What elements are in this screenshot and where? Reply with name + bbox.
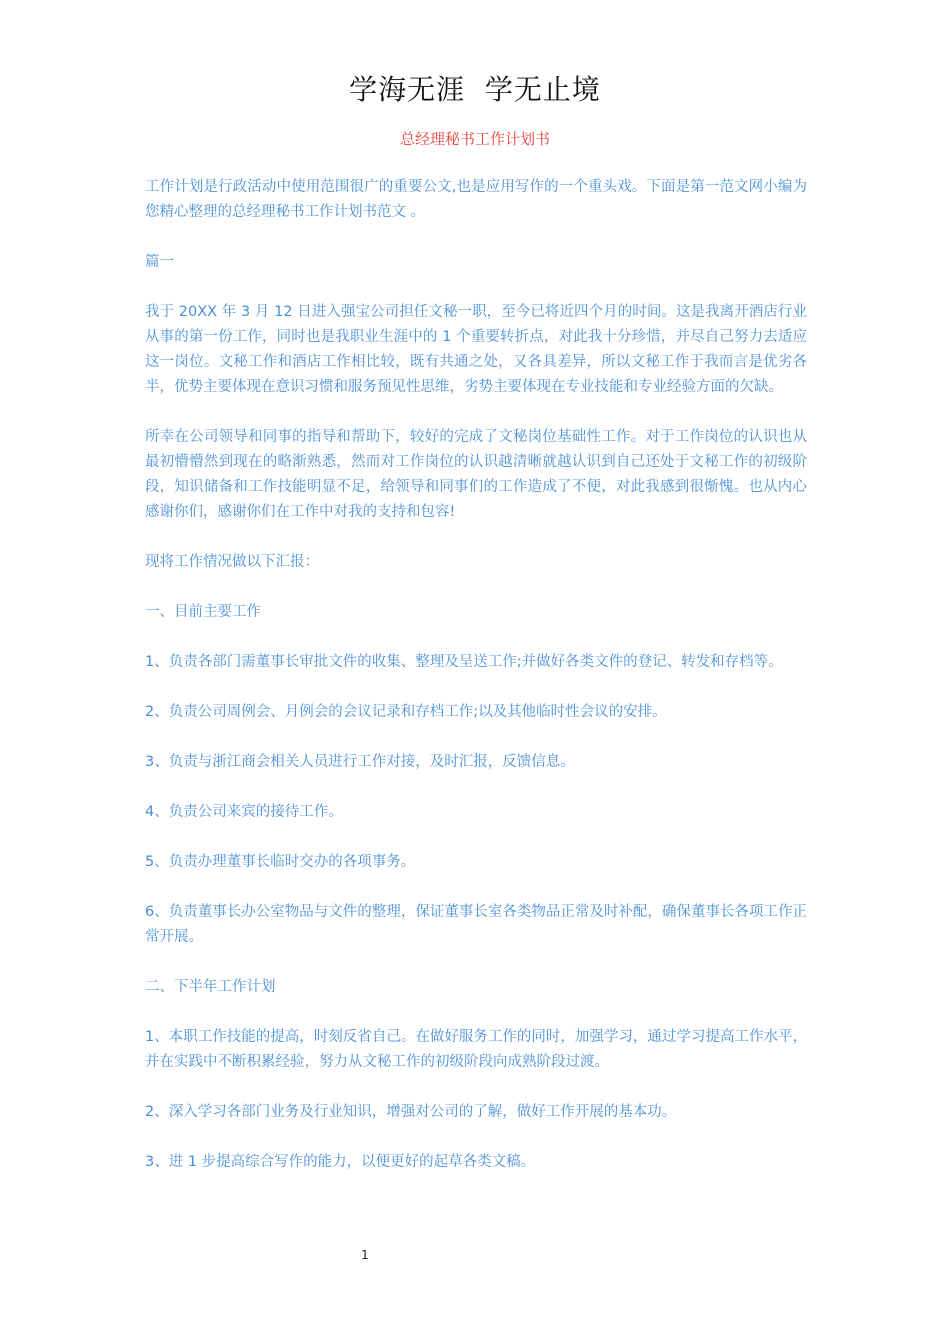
- list-item: 3、进 1 步提高综合写作的能力，以便更好的起草各类文稿。: [145, 1154, 536, 1170]
- body-paragraph: 所幸在公司领导和同事的指导和帮助下，较好的完成了文秘岗位基础性工作。对于工作岗位的认识也从最初懵懵然到现在的略渐熟悉，然而对工作岗位的认识越清晰就越认识到自己还处于文秘工作的初级阶段，知识储备和工作技能明显不足，给领导和同事们的工作造成了不便，对此我感到很惭愧。也从内心感谢你们，感谢你们在工作中对我的支持和包容!: [145, 429, 807, 520]
- list-item: 6、负责董事长办公室物品与文件的整理，保证董事长室各类物品正常及时补配，确保董事长各项工作正常开展。: [145, 904, 807, 945]
- section-label-part-one: 篇一: [145, 254, 174, 270]
- list-item: 3、负责与浙江商会相关人员进行工作对接，及时汇报，反馈信息。: [145, 754, 575, 770]
- report-intro: 现将工作情况做以下汇报：: [145, 554, 319, 570]
- page-number: 1: [361, 1248, 369, 1262]
- list-item: 2、深入学习各部门业务及行业知识，增强对公司的了解，做好工作开展的基本功。: [145, 1104, 677, 1120]
- list-item: 1、本职工作技能的提高，时刻反省自己。在做好服务工作的同时，加强学习，通过学习提高工作水平，并在实践中不断积累经验，努力从文秘工作的初级阶段向成熟阶段过渡。: [145, 1029, 807, 1070]
- document-body: [145, 175, 807, 1200]
- list-item: 1、负责各部门需董事长审批文件的收集、整理及呈送工作;并做好各类文件的登记、转发和存档等。: [145, 654, 783, 670]
- section-heading-plan: 二、下半年工作计划: [145, 979, 276, 995]
- list-item: 2、负责公司周例会、月例会的会议记录和存档工作;以及其他临时性会议的安排。: [145, 704, 667, 720]
- list-item: 5、负责办理董事长临时交办的各项事务。: [145, 854, 416, 870]
- header-title: 学海无涯 学无止境: [349, 73, 601, 106]
- list-item: 4、负责公司来宾的接待工作。: [145, 804, 343, 820]
- intro-paragraph: 工作计划是行政活动中使用范围很广的重要公文,也是应用写作的一个重头戏。下面是第一范文网小编为您精心整理的总经理秘书工作计划书范文 。: [145, 179, 807, 220]
- document-title: 总经理秘书工作计划书: [399, 130, 550, 148]
- section-heading-current-work: 一、目前主要工作: [145, 604, 261, 620]
- body-paragraph: 我于 20XX 年 3 月 12 日进入强宝公司担任文秘一职，至今已将近四个月的时间。这是我离开酒店行业从事的第一份工作，同时也是我职业生涯中的 1 个重要转折点，对此我十分珍惜，并尽自己努力去适应这一岗位。文秘工作和酒店工作相比较，既有共通之处，又各具差异，所以文秘工作于我而言是优劣各半，优势主要体现在意识习惯和服务预见性思维，劣势主要体现在专业技能和专业经验方面的欠缺。: [145, 304, 807, 395]
